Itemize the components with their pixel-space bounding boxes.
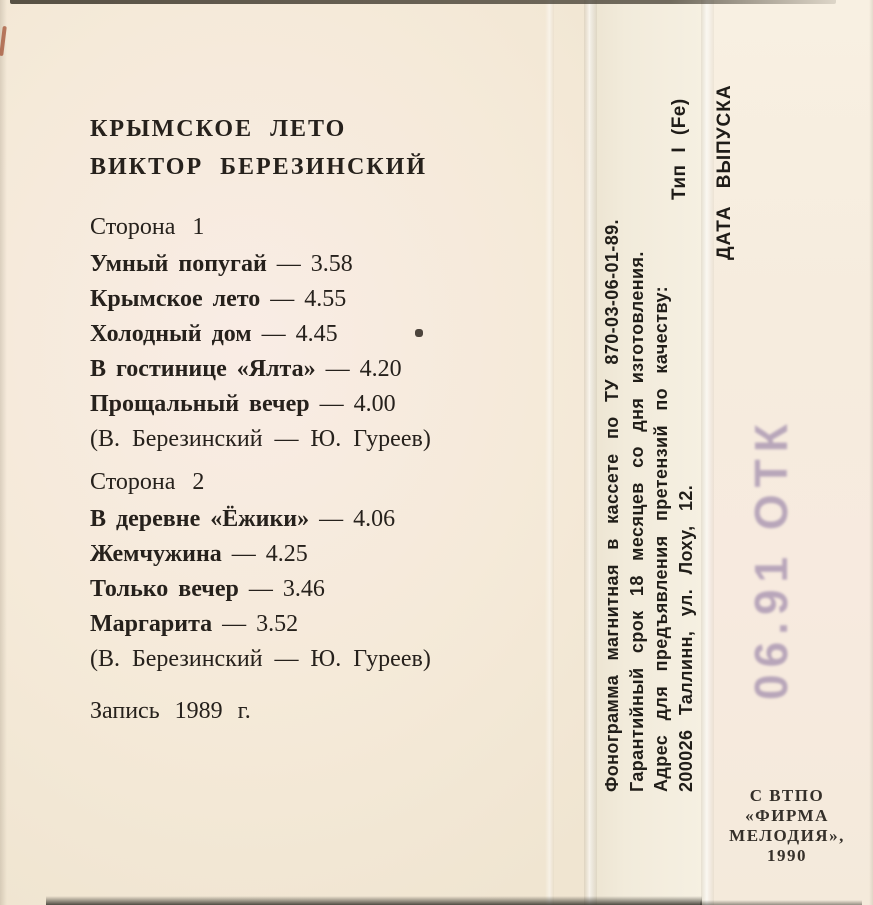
- track-row: [90, 502, 576, 537]
- track-duration: 4.06: [353, 506, 396, 532]
- spine-line-claims-address: Адрес для предъявления претензий по качеству:: [651, 285, 671, 792]
- track-duration: 4.00: [353, 391, 396, 417]
- recording-year-note: Запись 1989 г.: [90, 698, 251, 724]
- publisher-year: 1990: [767, 846, 807, 865]
- track-title: Холодный дом: [90, 321, 252, 347]
- dash-separator: —: [319, 391, 344, 417]
- publisher-line: «ФИРМА: [745, 806, 829, 825]
- side-2-label: Сторона 2: [90, 469, 205, 495]
- publisher-line: С ВТПО: [749, 786, 825, 805]
- track-duration: 3.46: [282, 576, 325, 602]
- release-date-stamp: 06.91 ОТК: [745, 417, 797, 700]
- side-1-credits: (В. Березинский — Ю. Гуреев): [90, 426, 431, 452]
- dash-separator: —: [222, 611, 247, 637]
- paper-top-edge: [10, 0, 836, 4]
- track-row: [90, 317, 576, 352]
- track-title: Только вечер: [90, 576, 239, 602]
- fold-crease-right: [701, 0, 714, 905]
- track-title: Умный попугай: [90, 251, 267, 277]
- track-row: [90, 352, 576, 387]
- track-duration: 4.25: [265, 541, 308, 567]
- dash-separator: —: [276, 251, 301, 277]
- spine-line-address: 200026 Таллинн, ул. Лоху, 12.: [675, 484, 696, 792]
- dash-separator: —: [248, 576, 273, 602]
- album-title: КРЫМСКОЕ ЛЕТО: [90, 116, 347, 142]
- dash-separator: —: [261, 321, 286, 347]
- track-title: Крымское лето: [90, 286, 261, 312]
- spine-line-phonogram: Фонограмма магнитная в кассете по ТУ 870-03-06-01-89.: [602, 219, 622, 792]
- side-1-label: Сторона 1: [90, 214, 205, 240]
- paper-bottom-shadow-right: [700, 900, 862, 905]
- dash-separator: —: [325, 356, 350, 382]
- track-row: [90, 282, 576, 317]
- dash-separator: —: [270, 286, 295, 312]
- track-title: Жемчужина: [90, 541, 222, 567]
- spine-line-warranty: Гарантийный срок 18 месяцев со дня изготовления.: [626, 251, 647, 792]
- track-row: [90, 607, 576, 642]
- spine-legal-text: [600, 102, 698, 792]
- dash-separator: —: [319, 506, 344, 532]
- paper-bottom-shadow: [46, 896, 702, 905]
- release-date-label: ДАТА ВЫПУСКА: [714, 84, 735, 260]
- track-row: [90, 247, 576, 282]
- dash-separator: —: [231, 541, 256, 567]
- artist-name: ВИКТОР БЕРЕЗИНСКИЙ: [90, 154, 428, 180]
- side-2-credits: (В. Березинский — Ю. Гуреев): [90, 646, 431, 672]
- track-title: В гостинице «Ялта»: [90, 356, 316, 382]
- tape-type-label: Тип I (Fe): [669, 98, 690, 200]
- paper-left-shadow: [0, 0, 7, 905]
- track-title: Прощальный вечер: [90, 391, 310, 417]
- track-duration: 4.45: [295, 321, 338, 347]
- track-duration: 3.58: [310, 251, 353, 277]
- track-row: [90, 537, 576, 572]
- publisher-line: МЕЛОДИЯ»,: [729, 826, 845, 845]
- track-row: [90, 387, 576, 422]
- track-duration: 4.55: [304, 286, 347, 312]
- tracklist-content: [90, 116, 576, 724]
- track-duration: 3.52: [256, 611, 299, 637]
- track-row: [90, 572, 576, 607]
- track-title: Маргарита: [90, 611, 213, 637]
- publisher-block: [706, 786, 868, 866]
- fold-crease-left: [584, 0, 597, 905]
- track-title: В деревне «Ёжики»: [90, 506, 310, 532]
- paper-right-shadow: [869, 0, 873, 905]
- track-duration: 4.20: [359, 356, 402, 382]
